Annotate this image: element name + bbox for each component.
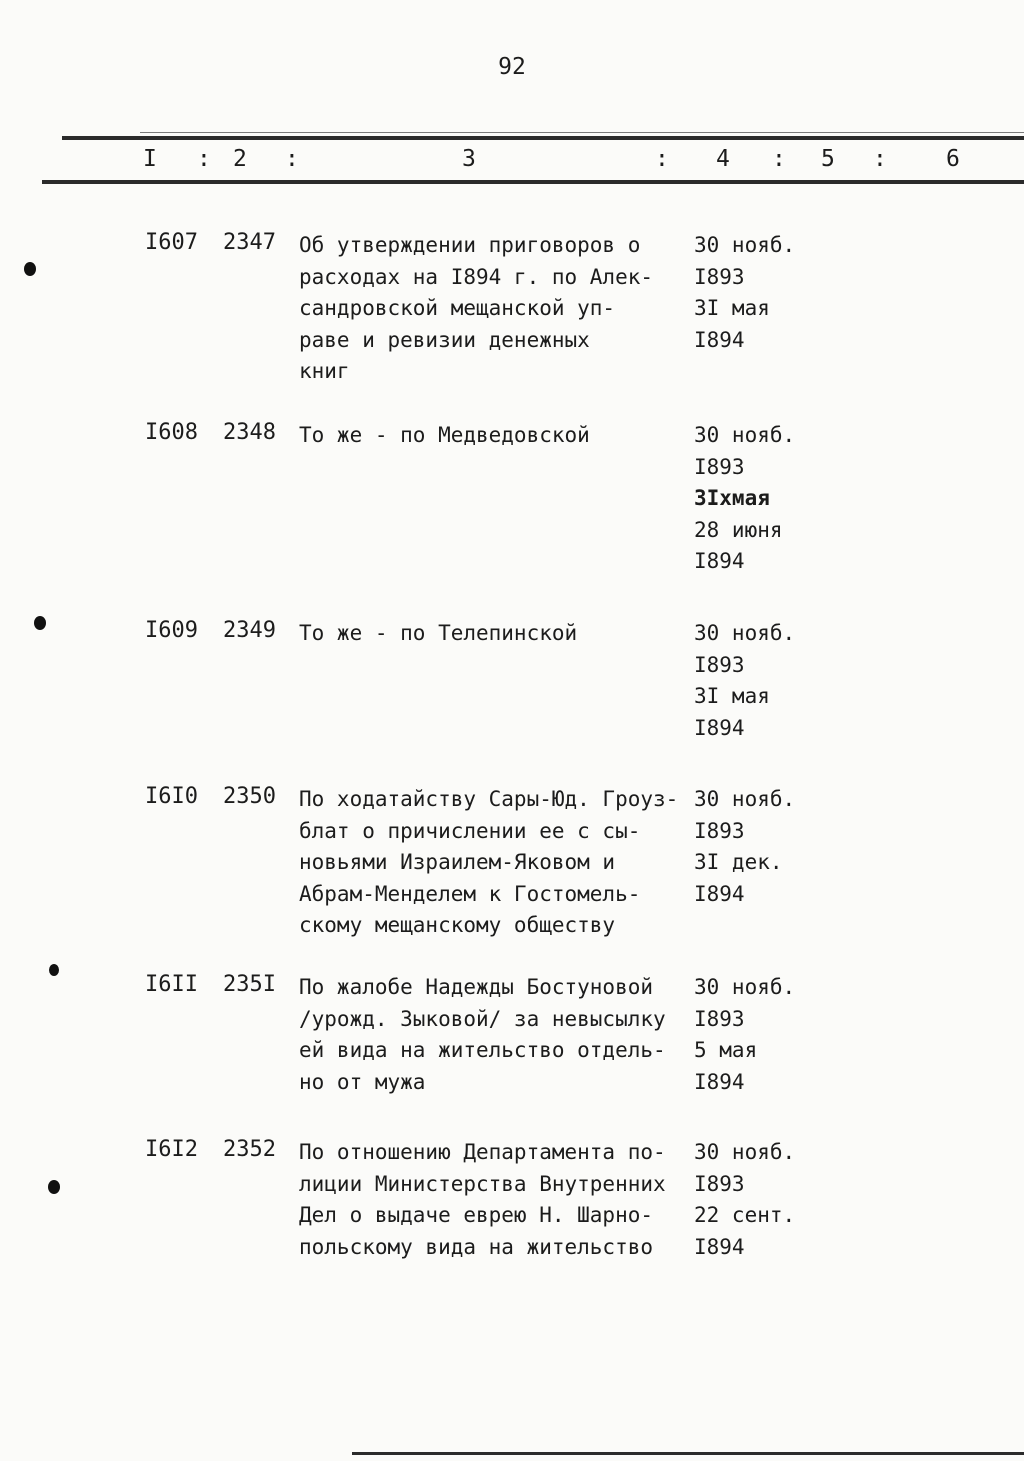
entry-dates	[694, 1137, 795, 1263]
column-separator: :	[772, 146, 786, 172]
page-number: 92	[498, 54, 526, 80]
description-line: лиции Министерства Внутренних	[299, 1171, 666, 1196]
description-line: сандровской мещанской уп-	[299, 296, 616, 320]
date-line: I894	[694, 549, 745, 573]
description-line: Дел о выдаче еврею Н. Шарно-	[299, 1203, 654, 1227]
description-line: расходах на I894 г. по Алек-	[299, 264, 654, 289]
description-line: блат о причислении ее с сы-	[299, 818, 641, 843]
description-line: По отношению Департамента по-	[299, 1140, 666, 1164]
description-line: скому мещанскому обществу	[299, 913, 616, 937]
inventory-number: 2350	[223, 784, 276, 809]
entry-description	[299, 230, 691, 388]
header-rule-top	[62, 136, 1024, 140]
column-head-6: 6	[946, 146, 960, 172]
entry-dates	[694, 420, 795, 578]
punch-hole-mark	[48, 1180, 60, 1194]
date-line: I894	[694, 881, 745, 906]
date-line: 3Iхмая	[694, 486, 770, 510]
punch-hole-mark	[24, 262, 36, 276]
entry-number: I607	[145, 230, 198, 255]
column-head-1: I	[143, 146, 157, 172]
description-line: /урожд. Зыковой/ за невысылку	[299, 1006, 666, 1031]
description-line: То же - по Телепинской	[299, 621, 578, 645]
description-line: ей вида на жительство отдель-	[299, 1038, 666, 1062]
date-line: 28 июня	[694, 517, 783, 542]
date-line: I894	[694, 327, 745, 352]
date-line: I893	[694, 1006, 745, 1031]
description-line: По жалобе Надежды Бостуновой	[299, 975, 654, 999]
entry-number: I6I2	[145, 1137, 198, 1162]
footer-rule	[352, 1452, 1024, 1455]
date-line: 30 нояб.	[694, 787, 796, 811]
header-rule-thin	[140, 132, 1024, 133]
date-line: 5 мая	[694, 1038, 758, 1062]
date-line: 30 нояб.	[694, 621, 796, 645]
date-line: 3I дек.	[694, 850, 783, 874]
entry-description	[299, 618, 691, 650]
date-line: 30 нояб.	[694, 1140, 796, 1164]
column-separator: :	[285, 146, 299, 172]
entry-description	[299, 1137, 691, 1263]
date-line: 30 нояб.	[694, 233, 796, 257]
column-head-2: 2	[233, 146, 247, 172]
entry-description	[299, 420, 691, 452]
entry-description	[299, 784, 691, 942]
description-line: книг	[299, 359, 350, 383]
column-separator: :	[873, 146, 887, 172]
entry-dates	[694, 230, 795, 356]
date-line: I893	[694, 454, 745, 479]
date-line: 30 нояб.	[694, 975, 796, 999]
date-line: I894	[694, 1069, 745, 1094]
description-line: Об утверждении приговоров о	[299, 233, 641, 257]
date-line: 30 нояб.	[694, 423, 796, 447]
description-line: Абрам-Менделем к Гостомель-	[299, 881, 641, 906]
entry-number: I609	[145, 618, 198, 643]
date-line: I893	[694, 264, 745, 289]
entry-dates	[694, 618, 795, 744]
entry-number: I6II	[145, 972, 198, 997]
column-separator: :	[197, 146, 211, 172]
inventory-number: 2347	[223, 230, 276, 255]
date-line: 3I мая	[694, 684, 770, 708]
description-line: польскому вида на жительство	[299, 1234, 654, 1259]
header-rule-bottom	[42, 180, 1024, 184]
description-line: но от мужа	[299, 1069, 426, 1094]
date-line: 3I мая	[694, 296, 770, 320]
entry-description	[299, 972, 691, 1098]
description-line: новьями Израилем-Яковом и	[299, 850, 616, 874]
inventory-number: 2352	[223, 1137, 276, 1162]
inventory-number: 235I	[223, 972, 276, 997]
entry-number: I6I0	[145, 784, 198, 809]
description-line: По ходатайству Сары-Юд. Гроуз-	[299, 787, 679, 811]
description-line: раве и ревизии денежных	[299, 327, 590, 352]
date-line: I894	[694, 715, 745, 740]
entry-dates	[694, 972, 795, 1098]
date-line: 22 сент.	[694, 1203, 796, 1227]
entry-dates	[694, 784, 795, 910]
punch-hole-mark	[34, 616, 46, 630]
column-head-3: 3	[462, 146, 476, 172]
inventory-number: 2349	[223, 618, 276, 643]
date-line: I894	[694, 1234, 745, 1259]
column-head-4: 4	[716, 146, 730, 172]
date-line: I893	[694, 818, 745, 843]
punch-hole-mark	[49, 964, 59, 976]
entry-number: I608	[145, 420, 198, 445]
date-line: I893	[694, 652, 745, 677]
column-head-5: 5	[821, 146, 835, 172]
description-line: То же - по Медведовской	[299, 423, 590, 447]
column-separator: :	[655, 146, 669, 172]
date-line: I893	[694, 1171, 745, 1196]
inventory-number: 2348	[223, 420, 276, 445]
